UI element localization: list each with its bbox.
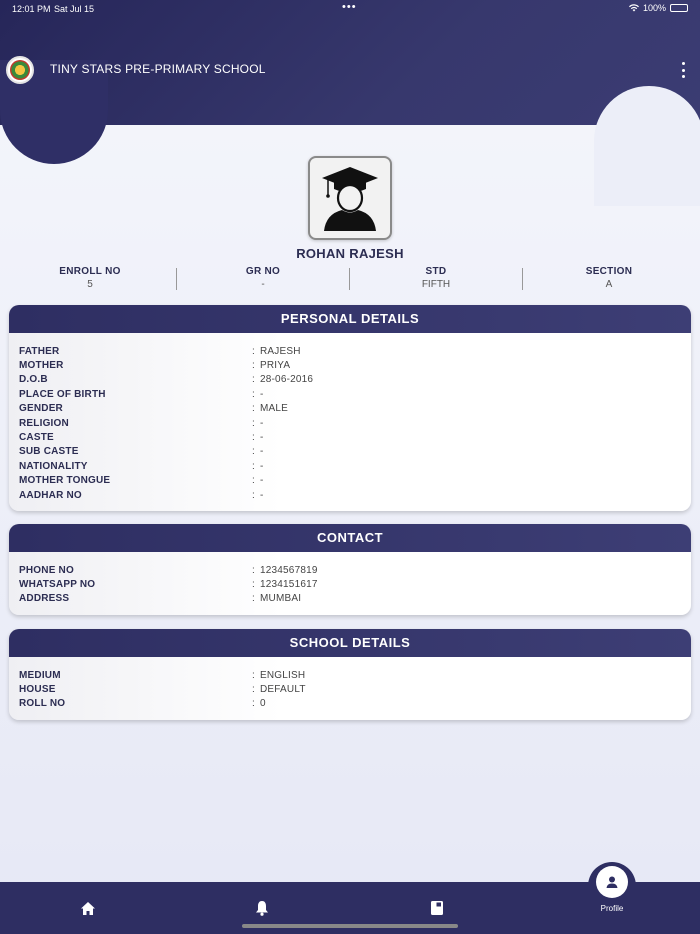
card-body [9,333,691,510]
stat-enroll-no [5,266,175,290]
stat-label: ENROLL NO [59,266,121,277]
card-title: CONTACT [9,524,691,552]
detail-row-address [19,592,681,606]
detail-row-gender [19,402,681,416]
detail-row-house [19,682,681,696]
student-stats [0,266,700,292]
status-time: 12:01 PM [12,4,51,14]
detail-value: 1234567819 [260,564,318,576]
stat-divider [176,268,177,290]
book-icon [430,900,444,916]
detail-label: ROLL NO [19,698,66,710]
stat-value: FIFTH [421,279,451,290]
stat-value: - [261,279,265,290]
stat-label: STD [425,266,447,277]
detail-value: - [260,417,264,429]
detail-colon: : [252,446,255,458]
detail-colon: : [252,698,255,710]
stat-section [524,266,694,290]
detail-colon: : [252,360,255,372]
detail-value: - [260,446,264,458]
status-date: Sat Jul 15 [54,4,95,14]
school-details-card [9,629,691,720]
card-title: SCHOOL DETAILS [9,629,691,657]
detail-label: MEDIUM [19,669,61,681]
status-bar [0,0,700,18]
header-decoration-right [594,86,700,206]
detail-value: - [260,432,264,444]
detail-colon: : [252,564,255,576]
nav-profile-label: Profile [600,904,624,913]
detail-value: - [260,475,264,487]
wifi-icon [629,4,639,12]
bell-icon [255,900,269,916]
detail-row-mother-tongue [19,474,681,488]
detail-colon: : [252,489,255,501]
detail-row-roll-no [19,697,681,711]
detail-row-dob [19,373,681,387]
detail-value: - [260,489,264,501]
graduate-avatar-icon [320,165,380,231]
detail-row-nationality [19,459,681,473]
detail-colon: : [252,432,255,444]
detail-label: RELIGION [19,417,69,429]
home-indicator[interactable] [242,924,458,928]
stat-value: A [605,279,613,290]
stat-gr-no [178,266,348,290]
school-logo [6,56,34,84]
detail-row-aadhar-no [19,488,681,502]
status-right [629,3,688,13]
detail-value: 1234151617 [260,579,318,591]
detail-label: PHONE NO [19,564,74,576]
detail-value: RAJESH [260,345,301,357]
detail-colon: : [252,593,255,605]
stat-divider [349,268,350,290]
battery-icon [670,4,688,12]
detail-colon: : [252,460,255,472]
contact-card [9,524,691,615]
personal-details-card [9,305,691,511]
stat-divider [522,268,523,290]
detail-label: MOTHER TONGUE [19,475,111,487]
profile-icon [605,875,619,889]
detail-row-medium [19,668,681,682]
detail-row-place-of-birth [19,387,681,401]
nav-home[interactable] [72,882,104,934]
detail-value: 0 [260,698,266,710]
detail-value: - [260,460,264,472]
card-body [9,657,691,719]
detail-row-father [19,344,681,358]
stat-std [351,266,521,290]
detail-value: 28-06-2016 [260,374,314,386]
detail-colon: : [252,684,255,696]
detail-label: ADDRESS [19,593,70,605]
card-body [9,552,691,614]
detail-value: DEFAULT [260,684,306,696]
detail-row-whatsapp-no [19,577,681,591]
home-icon [80,901,96,916]
stat-label: SECTION [585,266,633,277]
detail-label: AADHAR NO [19,489,82,501]
detail-colon: : [252,417,255,429]
detail-row-sub-caste [19,445,681,459]
detail-label: NATIONALITY [19,460,88,472]
student-name: ROHAN RAJESH [296,246,404,261]
detail-value: - [260,388,264,400]
detail-label: FATHER [19,345,60,357]
detail-colon: : [252,345,255,357]
stat-value: 5 [87,279,93,290]
detail-label: HOUSE [19,684,56,696]
detail-label: CASTE [19,432,54,444]
detail-value: PRIYA [260,360,291,372]
detail-label: D.O.B [19,374,48,386]
detail-row-religion [19,416,681,430]
nav-profile[interactable] [596,866,628,898]
detail-label: WHATSAPP NO [19,579,96,591]
student-avatar [308,156,392,240]
detail-colon: : [252,579,255,591]
detail-colon: : [252,374,255,386]
detail-value: MALE [260,403,289,415]
more-menu-icon[interactable] [678,62,688,78]
detail-label: GENDER [19,403,63,415]
detail-label: SUB CASTE [19,446,79,458]
detail-row-phone-no [19,563,681,577]
detail-colon: : [252,475,255,487]
school-name: TINY STARS PRE-PRIMARY SCHOOL [50,62,266,76]
multitask-dots-icon[interactable]: ••• [342,1,357,13]
detail-colon: : [252,669,255,681]
card-title: PERSONAL DETAILS [9,305,691,333]
detail-colon: : [252,403,255,415]
stat-label: GR NO [245,266,281,277]
school-logo-emblem [10,60,30,80]
detail-row-caste [19,430,681,444]
detail-colon: : [252,388,255,400]
detail-label: PLACE OF BIRTH [19,388,106,400]
detail-row-mother [19,358,681,372]
battery-percent: 100% [642,3,666,13]
detail-value: MUMBAI [260,593,302,605]
detail-label: MOTHER [19,360,64,372]
detail-value: ENGLISH [260,669,306,681]
